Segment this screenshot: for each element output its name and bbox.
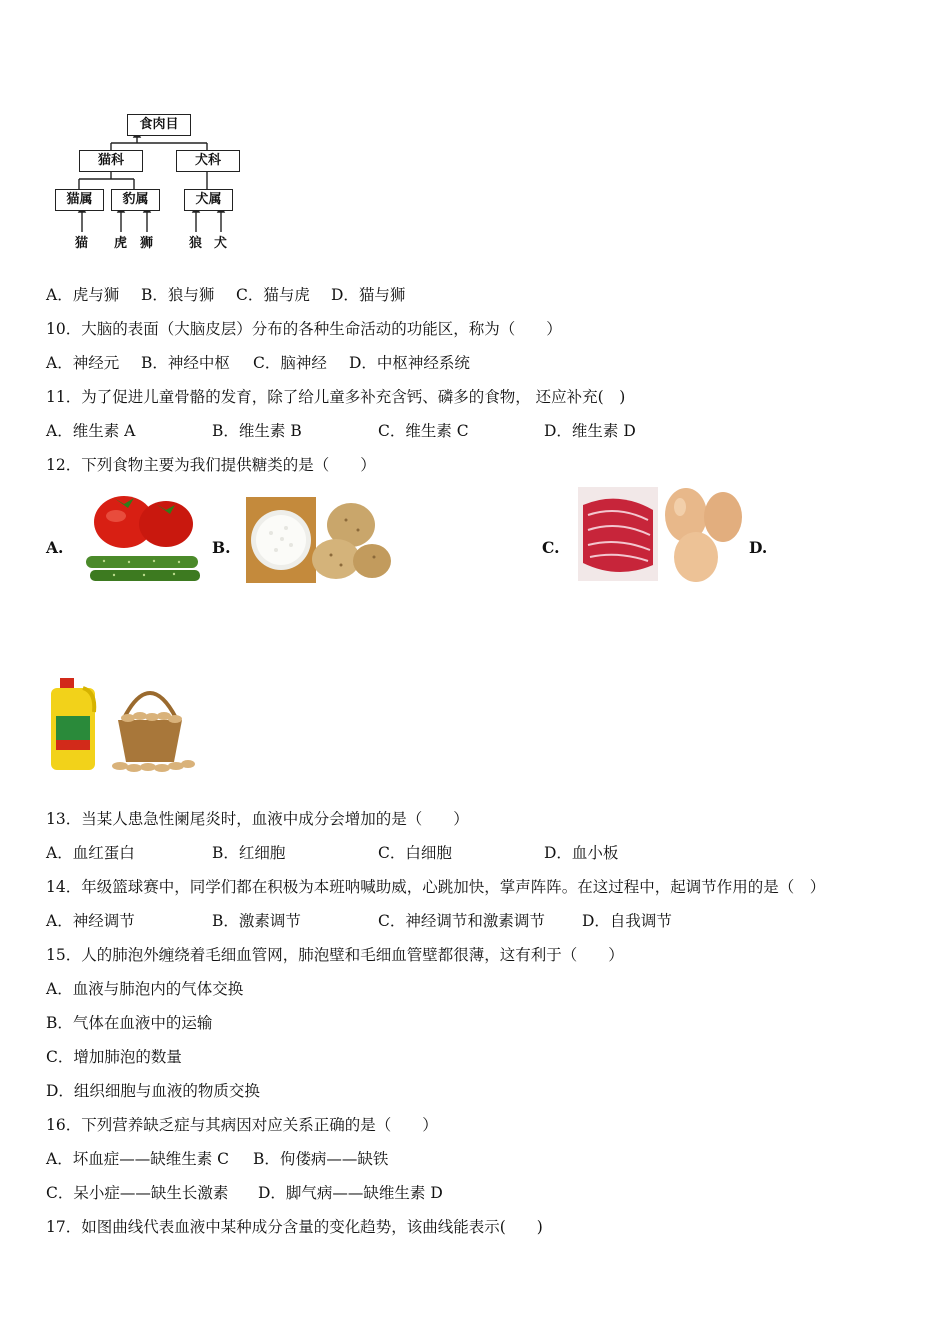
q9-option-c[interactable]: C．猫与虎	[236, 286, 310, 304]
q9-option-d[interactable]: D．猫与狮	[331, 286, 406, 304]
q12-image-d-oil-peanuts[interactable]	[48, 678, 200, 772]
q12-stem: 12．下列食物主要为我们提供糖类的是（ ）	[46, 456, 376, 474]
q15-option-b[interactable]: B．气体在血液中的运输	[46, 1014, 213, 1032]
q11-option-c[interactable]: C．维生素 C	[378, 422, 469, 440]
q9-options	[46, 285, 405, 305]
q14-option-c[interactable]: C．神经调节和激素调节	[378, 912, 545, 930]
tree-leaf-tiger: 虎	[114, 236, 128, 251]
q16-option-c[interactable]: C．呆小症——缺生长激素	[46, 1184, 229, 1202]
q12-label-a[interactable]: A.	[46, 538, 64, 557]
tree-leaf-dog: 犬	[214, 236, 228, 251]
q11-stem: 11．为了促进儿童骨骼的发育，除了给儿童多补充含钙、磷多的食物， 还应补充( )	[46, 388, 626, 406]
q10-stem: 10．大脑的表面（大脑皮层）分布的各种生命活动的功能区，称为（ ）	[46, 320, 562, 338]
q13-option-c[interactable]: C．白细胞	[378, 844, 452, 862]
q13-option-a[interactable]: A．血红蛋白	[46, 844, 135, 862]
q16-options-row1	[46, 1149, 388, 1169]
q13-stem: 13．当某人患急性阑尾炎时，血液中成分会增加的是（ ）	[46, 810, 469, 828]
q14-options	[46, 911, 672, 931]
tree-leaf-cat: 猫	[75, 236, 89, 251]
q13-option-d[interactable]: D．血小板	[544, 844, 619, 862]
q16-option-d[interactable]: D．脚气病——缺维生素 D	[258, 1184, 443, 1202]
tree-leaf-lion: 狮	[140, 236, 154, 251]
tree-node-order: 食肉目	[127, 114, 191, 136]
q13-option-b[interactable]: B．红细胞	[212, 844, 286, 862]
q16-options-row2	[46, 1183, 443, 1203]
q16-option-a[interactable]: A．坏血症——缺维生素 C	[46, 1150, 229, 1168]
q9-option-b[interactable]: B．狼与狮	[141, 286, 215, 304]
q17-stem: 17．如图曲线代表血液中某种成分含量的变化趋势，该曲线能表示( )	[46, 1218, 543, 1236]
q12-label-d[interactable]: D.	[749, 538, 768, 557]
q10-option-c[interactable]: C．脑神经	[253, 354, 327, 372]
q12-label-b[interactable]: B.	[212, 538, 231, 557]
q12-label-c[interactable]: C.	[542, 538, 560, 557]
q11-option-d[interactable]: D．维生素 D	[544, 422, 636, 440]
q9-option-a[interactable]: A．虎与狮	[46, 286, 120, 304]
q10-option-d[interactable]: D．中枢神经系统	[349, 354, 470, 372]
q11-option-b[interactable]: B．维生素 B	[212, 422, 302, 440]
q15-option-c[interactable]: C．增加肺泡的数量	[46, 1048, 182, 1066]
tree-leaf-wolf: 狼	[189, 236, 203, 251]
tree-node-felidae: 猫科	[79, 150, 143, 172]
q10-option-a[interactable]: A．神经元	[46, 354, 120, 372]
tree-node-panthera: 豹属	[111, 189, 160, 211]
q10-option-b[interactable]: B．神经中枢	[141, 354, 230, 372]
q14-option-d[interactable]: D．自我调节	[582, 912, 672, 930]
q15-option-a[interactable]: A．血液与肺泡内的气体交换	[46, 980, 244, 998]
tree-node-felis: 猫属	[55, 189, 104, 211]
q13-options	[46, 843, 618, 863]
q15-stem: 15．人的肺泡外缠绕着毛细血管网，肺泡壁和毛细血管壁都很薄，这有利于（ ）	[46, 946, 624, 964]
tree-node-canis: 犬属	[184, 189, 233, 211]
q12-image-b-rice-potato[interactable]	[246, 495, 394, 585]
q16-option-b[interactable]: B．佝偻病——缺铁	[253, 1150, 389, 1168]
q14-option-a[interactable]: A．神经调节	[46, 912, 135, 930]
q12-image-a-tomato-cucumber[interactable]	[84, 490, 202, 585]
q10-options	[46, 353, 470, 373]
q12-image-c-meat-eggs[interactable]	[578, 485, 744, 583]
tree-node-canidae: 犬科	[176, 150, 240, 172]
q11-options	[46, 421, 636, 441]
classification-tree-diagram	[50, 108, 250, 253]
q14-option-b[interactable]: B．激素调节	[212, 912, 301, 930]
q16-stem: 16．下列营养缺乏症与其病因对应关系正确的是（ ）	[46, 1116, 438, 1134]
q14-stem: 14．年级篮球赛中，同学们都在积极为本班呐喊助威，心跳加快，掌声阵阵。在这过程中，起调节作用的是（ ）	[46, 878, 826, 896]
q15-option-d[interactable]: D．组织细胞与血液的物质交换	[46, 1082, 260, 1100]
q11-option-a[interactable]: A．维生素 A	[46, 422, 136, 440]
